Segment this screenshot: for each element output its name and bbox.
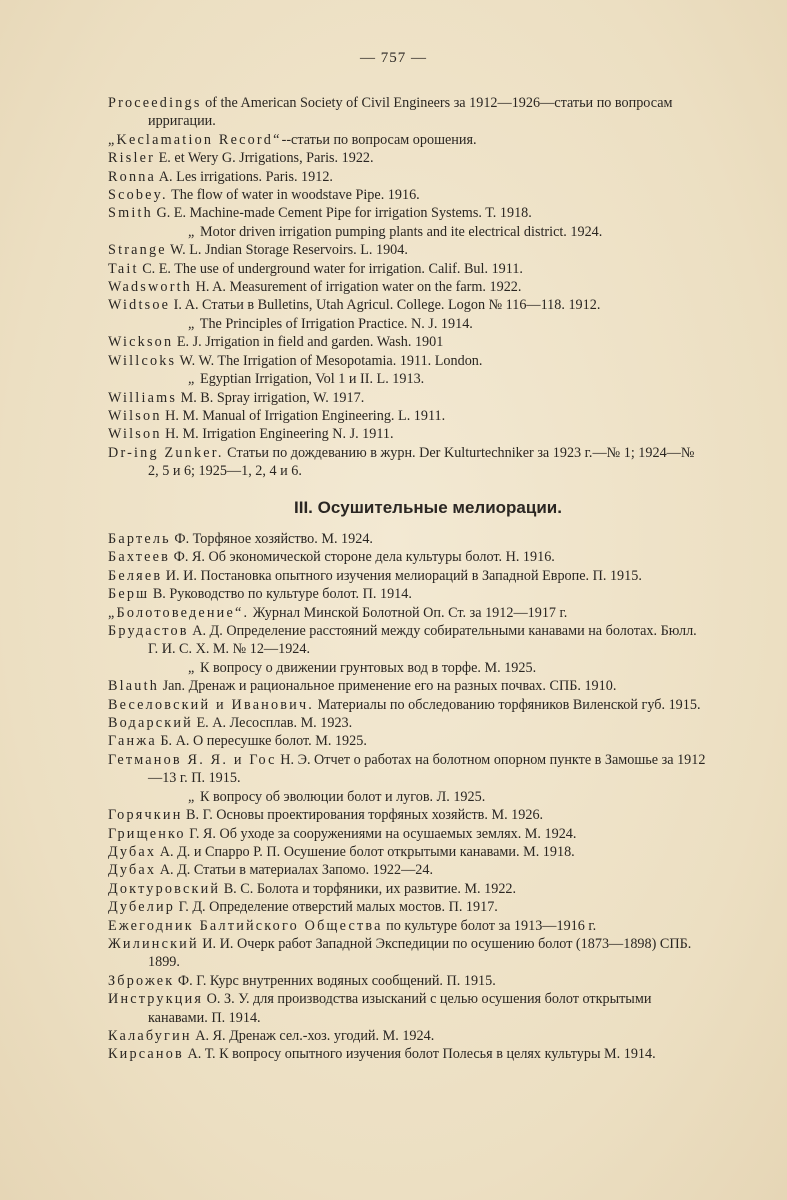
bibliography-entry bbox=[108, 94, 708, 131]
entry-author: Wadsworth bbox=[108, 279, 193, 296]
entry-author: Горячкин bbox=[108, 807, 183, 824]
entry-text: Г. Я. Об уходе за сооружениями на осушаемых землях. М. 1924. bbox=[185, 825, 577, 842]
entry-text: Материалы по обследованию торфяников Виленской губ. 1915. bbox=[314, 696, 701, 713]
bibliography-entry bbox=[108, 806, 708, 824]
bibliography-entry bbox=[108, 990, 708, 1027]
bibliography-entry bbox=[108, 168, 708, 186]
bibliography-entry bbox=[108, 370, 708, 388]
entry-author: „ bbox=[188, 371, 197, 388]
entry-text: E. et Wery G. Jrrigations, Paris. 1922. bbox=[155, 150, 374, 167]
entry-text: К вопросу об эволюции болот и лугов. Л. 1925. bbox=[196, 788, 486, 805]
entry-author: Wickson bbox=[108, 334, 174, 351]
bibliography-entry bbox=[108, 788, 708, 806]
bibliography-entry bbox=[108, 972, 708, 990]
entry-author: Blauth bbox=[108, 678, 160, 695]
entry-text: --статьи по вопросам орошения. bbox=[281, 131, 477, 148]
entry-text: The flow of water in woodstave Pipe. 1916. bbox=[167, 187, 420, 204]
entry-text: I. A. Статьи в Bulletins, Utah Agricul. College. Logon № 116—118. 1912. bbox=[170, 297, 601, 314]
bibliography-entry bbox=[108, 585, 708, 603]
entry-author: Веселовский и Иванович. bbox=[108, 696, 315, 713]
bibliography-entry bbox=[108, 149, 708, 167]
bibliography-entry bbox=[108, 333, 708, 351]
bibliography-list-drainage bbox=[108, 484, 708, 1064]
bibliography-entry bbox=[108, 880, 708, 898]
entry-author: Бахтеев bbox=[108, 549, 171, 566]
entry-author: Strange bbox=[108, 242, 167, 259]
entry-author: „Keclamation Record“ bbox=[108, 131, 282, 148]
bibliography-entry bbox=[108, 425, 708, 443]
entry-author: Williams bbox=[108, 389, 178, 406]
entry-text: Н. Э. Отчет о работах на болотном опорном пункте в Замошье за 1912—13 г. П. 1915. bbox=[148, 751, 706, 787]
entry-author: Грищенко bbox=[108, 825, 186, 842]
entry-author: Калабугин bbox=[108, 1027, 192, 1044]
entry-text: Б. А. О пересушке болот. М. 1925. bbox=[156, 733, 367, 750]
entry-text: А. Т. К вопросу опытного изучения болот Полесья в целях культуры М. 1914. bbox=[183, 1046, 656, 1063]
entry-text: C. E. The use of underground water for irrigation. Calif. Bul. 1911. bbox=[138, 260, 523, 277]
entry-author: „Болотоведение“. bbox=[108, 604, 250, 621]
entry-author: Доктуровский bbox=[108, 880, 221, 897]
bibliography-entry bbox=[108, 677, 708, 695]
entry-text: В. Г. Основы проектирования торфяных хозяйств. М. 1926. bbox=[182, 807, 544, 824]
bibliography-entry bbox=[108, 389, 708, 407]
bibliography-entry bbox=[108, 732, 708, 750]
entry-text: W. W. The Irrigation of Mesopotamia. 1911. London. bbox=[176, 352, 483, 369]
entry-text: К вопросу о движении грунтовых вод в торфе. М. 1925. bbox=[196, 659, 537, 676]
entry-author: Proceedings bbox=[108, 95, 202, 111]
entry-author: Дубах bbox=[108, 862, 157, 879]
bibliography-entry bbox=[108, 659, 708, 677]
entry-text: А. Д. Определение расстояний между собирательными канавами на болотах. Бюлл. Г. И. С. Х. М. № 12—1924. bbox=[148, 623, 697, 658]
bibliography-entry bbox=[108, 260, 708, 278]
entry-author: Дубах bbox=[108, 843, 157, 860]
entry-author: Wilson bbox=[108, 426, 162, 443]
entry-text: Ф. Торфяное хозяйство. М. 1924. bbox=[170, 531, 373, 547]
bibliography-entry bbox=[108, 530, 708, 548]
bibliography-entry bbox=[108, 861, 708, 879]
bibliography-entry bbox=[108, 407, 708, 425]
entry-author: Ronna bbox=[108, 168, 157, 185]
entry-author: Ганжа bbox=[108, 733, 157, 750]
entry-text: А. Д. и Спарро Р. П. Осушение болот открытыми канавами. М. 1918. bbox=[156, 843, 575, 860]
bibliography-entry bbox=[108, 1027, 708, 1045]
entry-author: Willcoks bbox=[108, 352, 177, 369]
entry-text: А. Д. Статьи в материалах Запомо. 1922—24. bbox=[156, 862, 434, 879]
page-number: — 757 — bbox=[360, 50, 427, 66]
bibliography-entry bbox=[108, 131, 708, 149]
bibliography-entry bbox=[108, 296, 708, 314]
entry-text: Журнал Минской Болотной Оп. Ст. за 1912—1917 г. bbox=[249, 604, 568, 621]
entry-text: Г. Д. Определение отверстий малых мостов. П. 1917. bbox=[175, 899, 498, 916]
bibliography-entry bbox=[108, 241, 708, 259]
bibliography-list-foreign bbox=[108, 94, 708, 481]
entry-author: Smith bbox=[108, 205, 153, 222]
bibliography-entry bbox=[108, 315, 708, 333]
bibliography-entry bbox=[108, 843, 708, 861]
bibliography-entry bbox=[108, 935, 708, 972]
entry-text: H. A. Measurement of irrigation water on the farm. 1922. bbox=[192, 279, 522, 296]
entry-author: „ bbox=[188, 788, 197, 805]
entry-author: Risler bbox=[108, 150, 156, 167]
bibliography-entry bbox=[108, 567, 708, 585]
entry-text: Е. А. Лесосплав. М. 1923. bbox=[192, 715, 353, 732]
entry-author: Берш bbox=[108, 586, 150, 603]
entry-text: В. С. Болота и торфяники, их развитие. М. 1922. bbox=[220, 880, 517, 897]
entry-author: „ bbox=[188, 315, 197, 332]
bibliography-entry bbox=[108, 204, 708, 222]
bibliography-entry bbox=[108, 352, 708, 370]
bibliography-entry bbox=[108, 604, 708, 622]
entry-text: В. Руководство по культуре болот. П. 1914. bbox=[149, 586, 412, 603]
entry-text: The Principles of Irrigation Practice. N. J. 1914. bbox=[196, 315, 473, 332]
entry-text: И. И. Постановка опытного изучения мелиораций в Западной Европе. П. 1915. bbox=[162, 567, 642, 584]
entry-author: Widtsoe bbox=[108, 297, 171, 314]
bibliography-entry bbox=[108, 186, 708, 204]
entry-author: Гетманов Я. Я. и Гос bbox=[108, 751, 277, 768]
entry-author: „ bbox=[188, 223, 197, 240]
entry-text: G. E. Machine-made Cement Pipe for irrigation Systems. T. 1918. bbox=[152, 205, 532, 222]
entry-text: А. Я. Дренаж сел.-хоз. угодий. М. 1924. bbox=[191, 1027, 435, 1044]
entry-text: W. L. Jndian Storage Reservoirs. L. 1904. bbox=[166, 242, 408, 259]
entry-author: Tait bbox=[108, 260, 139, 277]
entry-text: M. B. Spray irrigation, W. 1917. bbox=[177, 389, 365, 406]
section-heading: III. Осушительные мелиорации. bbox=[294, 498, 562, 517]
entry-author: „ bbox=[188, 659, 197, 676]
entry-author: Брудастов bbox=[108, 623, 189, 640]
entry-author: Бартель bbox=[108, 531, 171, 547]
bibliography-entry bbox=[108, 622, 708, 659]
entry-author: Водарский bbox=[108, 715, 193, 732]
entry-author: Беляев bbox=[108, 567, 163, 584]
entry-author: Зброжек bbox=[108, 972, 175, 989]
bibliography-entry bbox=[108, 278, 708, 296]
bibliography-entry bbox=[108, 548, 708, 566]
entry-author: Кирсанов bbox=[108, 1046, 184, 1063]
entry-text: E. J. Jrrigation in field and garden. Wash. 1901 bbox=[173, 334, 444, 351]
entry-author: Инструкция bbox=[108, 991, 204, 1008]
bibliography-entry bbox=[108, 444, 708, 481]
entry-author: Дубелир bbox=[108, 899, 176, 916]
entry-text: по культуре болот за 1913—1916 г. bbox=[382, 917, 597, 934]
entry-author: Жилинский bbox=[108, 935, 199, 952]
bibliography-entry bbox=[108, 751, 708, 788]
entry-text: Egyptian Irrigation, Vol 1 и II. L. 1913. bbox=[196, 371, 425, 388]
entry-author: Ежегодник Балтийского Общества bbox=[108, 917, 383, 934]
entry-text: Jan. Дренаж и рациональное применение его на разных почвах. СПБ. 1910. bbox=[159, 678, 617, 695]
bibliography-entry bbox=[108, 917, 708, 935]
bibliography-entry bbox=[108, 1045, 708, 1063]
entry-text: H. M. Irrigation Engineering N. J. 1911. bbox=[161, 426, 394, 443]
bibliography-entry bbox=[108, 223, 708, 241]
entry-text: of the American Society of Civil Engineers за 1912—1926—статьи по вопросам ирригации. bbox=[148, 95, 673, 130]
entry-text: И. И. Очерк работ Западной Экспедиции по осушению болот (1873—1898) СПБ. 1899. bbox=[148, 935, 692, 971]
entry-text: Ф. Я. Об экономической стороне дела культуры болот. Н. 1916. bbox=[170, 549, 555, 566]
entry-text: О. З. У. для производства изысканий с целью осушения болот открытыми канавами. П. 1914. bbox=[148, 991, 652, 1026]
entry-author: Wilson bbox=[108, 407, 162, 424]
entry-text: Motor driven irrigation pumping plants and ite electrical district. 1924. bbox=[196, 223, 603, 240]
entry-author: Scobey. bbox=[108, 187, 168, 204]
entry-text: Статьи по дождеванию в журн. Der Kulturtechniker за 1923 г.—№ 1; 1924—№ 2, 5 и 6; 1925—1, 2, 4 и 6. bbox=[148, 444, 695, 480]
entry-text: A. Les irrigations. Paris. 1912. bbox=[156, 168, 333, 185]
entry-text: H. M. Manual of Irrigation Engineering. L. 1911. bbox=[161, 407, 446, 424]
bibliography-entry bbox=[108, 825, 708, 843]
bibliography-entry bbox=[108, 898, 708, 916]
bibliography-entry bbox=[108, 696, 708, 714]
bibliography-entry bbox=[108, 714, 708, 732]
entry-author: Dr-ing Zunker. bbox=[108, 444, 224, 461]
entry-text: Ф. Г. Курс внутренних водяных сообщений. П. 1915. bbox=[174, 972, 496, 989]
